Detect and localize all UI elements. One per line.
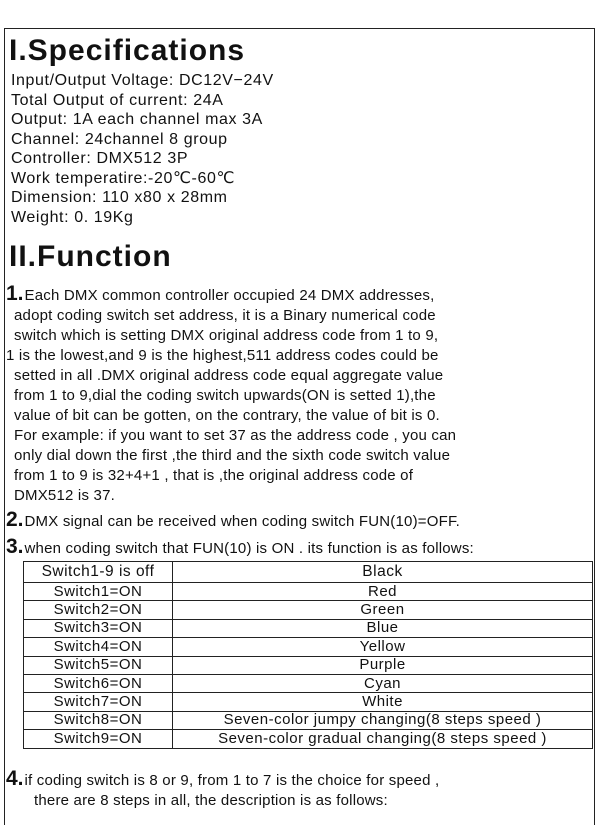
spec-item-dimension: Dimension: 110 x80 x 28mm: [11, 189, 228, 206]
paragraph-line: adopt coding switch set address, it is a Binary numerical code: [14, 307, 436, 324]
paragraph-line: from 1 to 9,dial the coding switch upwards(ON is setted 1),the: [14, 387, 436, 404]
table-cell-function: Black: [173, 562, 593, 583]
table-row: [24, 619, 593, 637]
table-cell-function: Yellow: [173, 638, 593, 656]
specifications-list: [11, 71, 274, 227]
spec-item-current: Total Output of current: 24A: [11, 91, 224, 109]
paragraph-line: only dial down the first ,the third and the sixth code switch value: [14, 447, 451, 464]
table-cell-function: Blue: [173, 619, 593, 637]
paragraph-number: 3.: [6, 535, 24, 558]
table-cell-function: Seven-color jumpy changing(8 steps speed ): [173, 711, 593, 729]
spec-item-temperature: Work temperatire:-20℃-60℃: [11, 169, 236, 187]
paragraph-number: 2.: [6, 508, 24, 531]
table-row: [24, 711, 593, 729]
paragraph-line: if coding switch is 8 or 9, from 1 to 7 is the choice for speed ,: [24, 772, 440, 789]
table-row: [24, 656, 593, 674]
paragraph-line: Each DMX common controller occupied 24 DMX addresses,: [24, 287, 435, 304]
spec-item-weight: Weight: 0. 19Kg: [11, 208, 134, 226]
table-row: [24, 562, 593, 583]
paragraph-line: setted in all .DMX original address code equal aggregate value: [14, 367, 444, 384]
specifications-heading: I.Specifications: [9, 34, 246, 67]
paragraph-line: from 1 to 9 is 32+4+1 , that is ,the original address code of: [14, 467, 414, 484]
table-cell-function: Purple: [173, 656, 593, 674]
paragraph-number: 4.: [6, 767, 24, 790]
spec-item-controller: Controller: DMX512 3P: [11, 150, 189, 167]
table-cell-switch: Switch8=ON: [24, 711, 173, 729]
table-cell-switch: Switch4=ON: [24, 638, 173, 656]
paragraph-line: value of bit can be gotten, on the contrary, the value of bit is 0.: [14, 407, 440, 424]
paragraph-line: DMX signal can be received when coding switch FUN(10)=OFF.: [24, 513, 461, 530]
paragraph-line: switch which is setting DMX original address code from 1 to 9,: [14, 327, 439, 344]
function-paragraph-1: [6, 282, 456, 506]
table-cell-function: White: [173, 693, 593, 711]
table-row: [24, 583, 593, 601]
function-paragraph-2: [6, 508, 460, 532]
table-row: [24, 730, 593, 748]
table-cell-function: Cyan: [173, 674, 593, 692]
table-cell-switch: Switch6=ON: [24, 674, 173, 692]
table-cell-switch: Switch9=ON: [24, 730, 173, 748]
table-cell-function: Seven-color gradual changing(8 steps speed ): [173, 730, 593, 748]
table-cell-switch: Switch1=ON: [24, 583, 173, 601]
paragraph-number: 1.: [6, 282, 24, 305]
table-row: [24, 638, 593, 656]
table-row: [24, 693, 593, 711]
table-cell-switch: Switch3=ON: [24, 619, 173, 637]
spec-item-output: Output: 1A each channel max 3A: [11, 111, 263, 128]
paragraph-line: when coding switch that FUN(10) is ON . its function is as follows:: [24, 540, 474, 557]
table-cell-function: Green: [173, 601, 593, 619]
function-heading: II.Function: [9, 240, 172, 273]
function-paragraph-4: [6, 767, 439, 811]
table-cell-switch: Switch1-9 is off: [24, 562, 173, 583]
function-paragraph-3: [6, 535, 474, 559]
table-cell-switch: Switch5=ON: [24, 656, 173, 674]
table-cell-function: Red: [173, 583, 593, 601]
table-row: [24, 674, 593, 692]
table-row: [24, 601, 593, 619]
paragraph-line: For example: if you want to set 37 as the address code , you can: [14, 427, 457, 444]
paragraph-line: there are 8 steps in all, the description is as follows:: [34, 792, 388, 809]
table-cell-switch: Switch7=ON: [24, 693, 173, 711]
paragraph-line: 1 is the lowest,and 9 is the highest,511 address codes could be: [6, 347, 439, 364]
table-cell-switch: Switch2=ON: [24, 601, 173, 619]
paragraph-line: DMX512 is 37.: [14, 487, 115, 504]
switch-function-table: [23, 561, 593, 749]
spec-item-channel: Channel: 24channel 8 group: [11, 130, 228, 148]
spec-item-voltage: Input/Output Voltage: DC12V−24V: [11, 72, 274, 89]
